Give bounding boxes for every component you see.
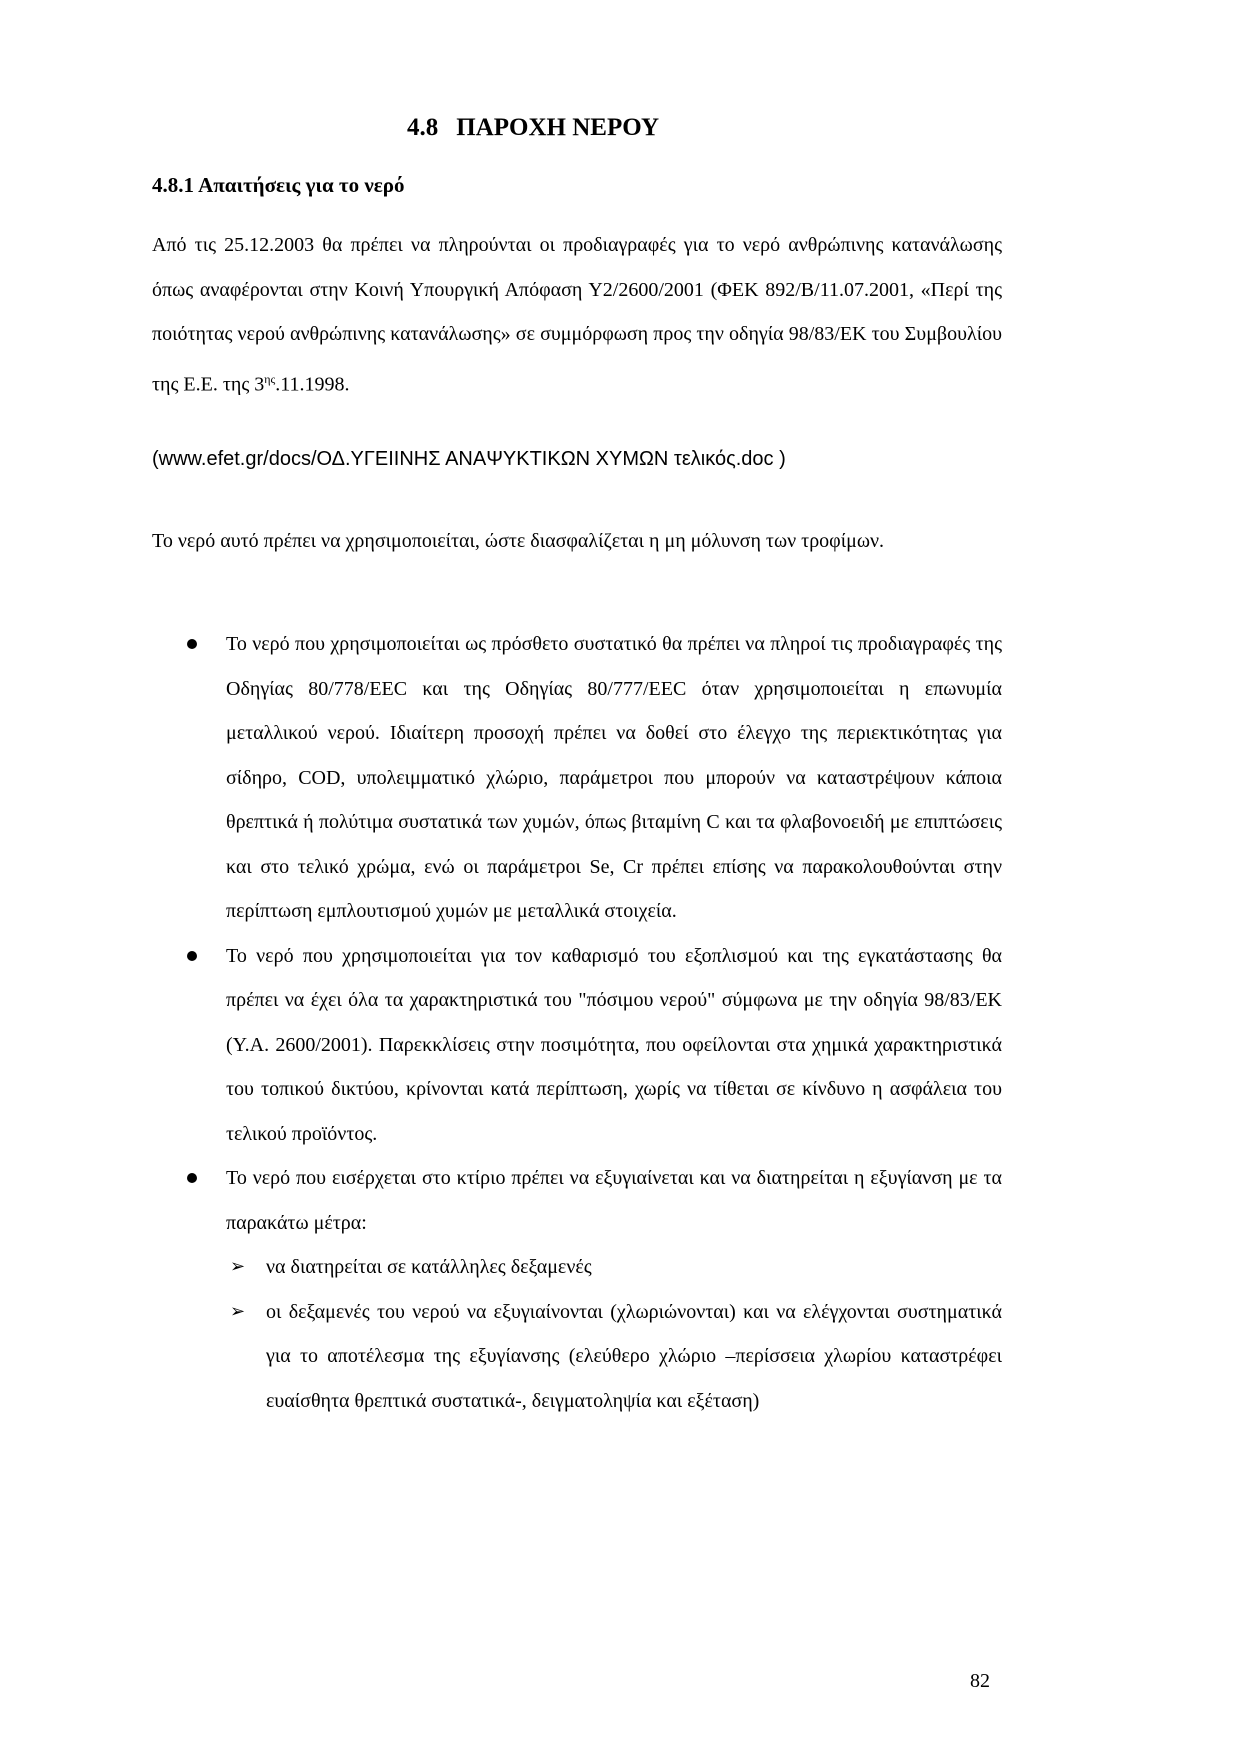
bullet-list [152, 622, 1002, 1423]
intro-text: Από τις 25.12.2003 θα πρέπει να πληρούνται οι προδιαγραφές για το νερό ανθρώπινης κατανάλωσης όπως αναφέρονται στην Κοινή Υπουργική Απόφαση Υ2/2600/2001 (ΦΕΚ 892/Β/11.07.2001, «Περί της ποιότητας νερού ανθρώπινης κατανάλωσης» σε συμμόρφωση προς την οδηγία 98/83/ΕΚ του Συμβουλίου της Ε.Ε. της 3 [152, 234, 1002, 396]
bullet-icon [187, 1173, 197, 1183]
section-number: 4.8 [407, 114, 439, 141]
paragraph-2: Το νερό αυτό πρέπει να χρησιμοποιείται, ώστε διασφαλίζεται η μη μόλυνση των τροφίμων. [152, 530, 885, 552]
bullet-icon [187, 951, 197, 961]
list-item [152, 622, 1002, 934]
bullet-text: Το νερό που χρησιμοποιείται ως πρόσθετο συστατικό θα πρέπει να πληροί τις προδιαγραφές της Οδηγίας 80/778/ΕΕC και της Οδηγίας 80/777/ΕΕC όταν χρησιμοποιείται η επωνυμία μεταλλικού νερού. Ιδιαίτερη προσοχή πρέπει να δοθεί στο έλεγχο της περιεκτικότητας για σίδηρο, COD, υπολειμματικό χλώριο, παράμετροι που μπορούν να καταστρέψουν κάποια θρεπτικά ή πολύτιμα συστατικά των χυμών, όπως βιταμίνη C και τα φλαβονοειδή με επιπτώσεις και στο τελικό χρώμα, ενώ οι παράμετροι Se, Cr πρέπει επίσης να παρακολουθούνται στην περίπτωση εμπλουτισμού χυμών με μεταλλικά στοιχεία. [226, 633, 1002, 922]
sub-list [226, 1245, 1002, 1423]
arrow-bullet-icon: ➢ [230, 1300, 246, 1322]
page-number: 82 [970, 1670, 990, 1692]
sub-list-item [226, 1245, 1002, 1290]
bullet-icon [187, 639, 197, 649]
source-reference: (www.efet.gr/docs/ΟΔ.ΥΓΕΙΙΝΗΣ ΑΝΑΨΥΚΤΙΚΩΝ ΧΥΜΩΝ τελικός.doc ) [152, 448, 786, 470]
arrow-bullet-icon: ➢ [230, 1256, 246, 1277]
bullet-text: Το νερό που εισέρχεται στο κτίριο πρέπει να εξυγιαίνεται και να διατηρείται η εξυγίανση με τα παρακάτω μέτρα: [226, 1167, 1002, 1234]
subsection-heading: 4.8.1 Απαιτήσεις για το νερό [152, 173, 405, 197]
section-title: ΠΑΡΟΧΗ ΝΕΡΟΥ [456, 114, 660, 141]
intro-superscript: ης [264, 371, 276, 386]
sub-list-item [226, 1290, 1002, 1424]
bullet-text: Το νερό που χρησιμοποιείται για τον καθαρισμό του εξοπλισμού και της εγκατάστασης θα πρέπει να έχει όλα τα χαρακτηριστικά του "πόσιμου νερού" σύμφωνα με την οδηγία 98/83/ΕΚ (Υ.Α. 2600/2001). Παρεκκλίσεις στην ποσιμότητα, που οφείλονται στα χημικά χαρακτηριστικά του τοπικού δικτύου, κρίνονται κατά περίπτωση, χωρίς να τίθεται σε κίνδυνο η ασφάλεια του τελικού προϊόντος. [226, 944, 1002, 1145]
sub-item-text: οι δεξαμενές του νερού να εξυγιαίνονται (χλωριώνονται) και να ελέγχονται συστηματικά για το αποτέλεσμα της εξυγίανσης (ελεύθερο χλώριο –περίσσεια χλωρίου καταστρέφει ευαίσθητα θρεπτικά συστατικά-, δειγματοληψία και εξέταση) [266, 1300, 1002, 1412]
section-heading [407, 114, 659, 142]
intro-text-end: .11.1998. [275, 373, 350, 396]
list-item [152, 934, 1002, 1157]
sub-item-text: να διατηρείται σε κατάλληλες δεξαμενές [266, 1256, 592, 1278]
intro-paragraph [152, 223, 1002, 407]
list-item [152, 1156, 1002, 1423]
